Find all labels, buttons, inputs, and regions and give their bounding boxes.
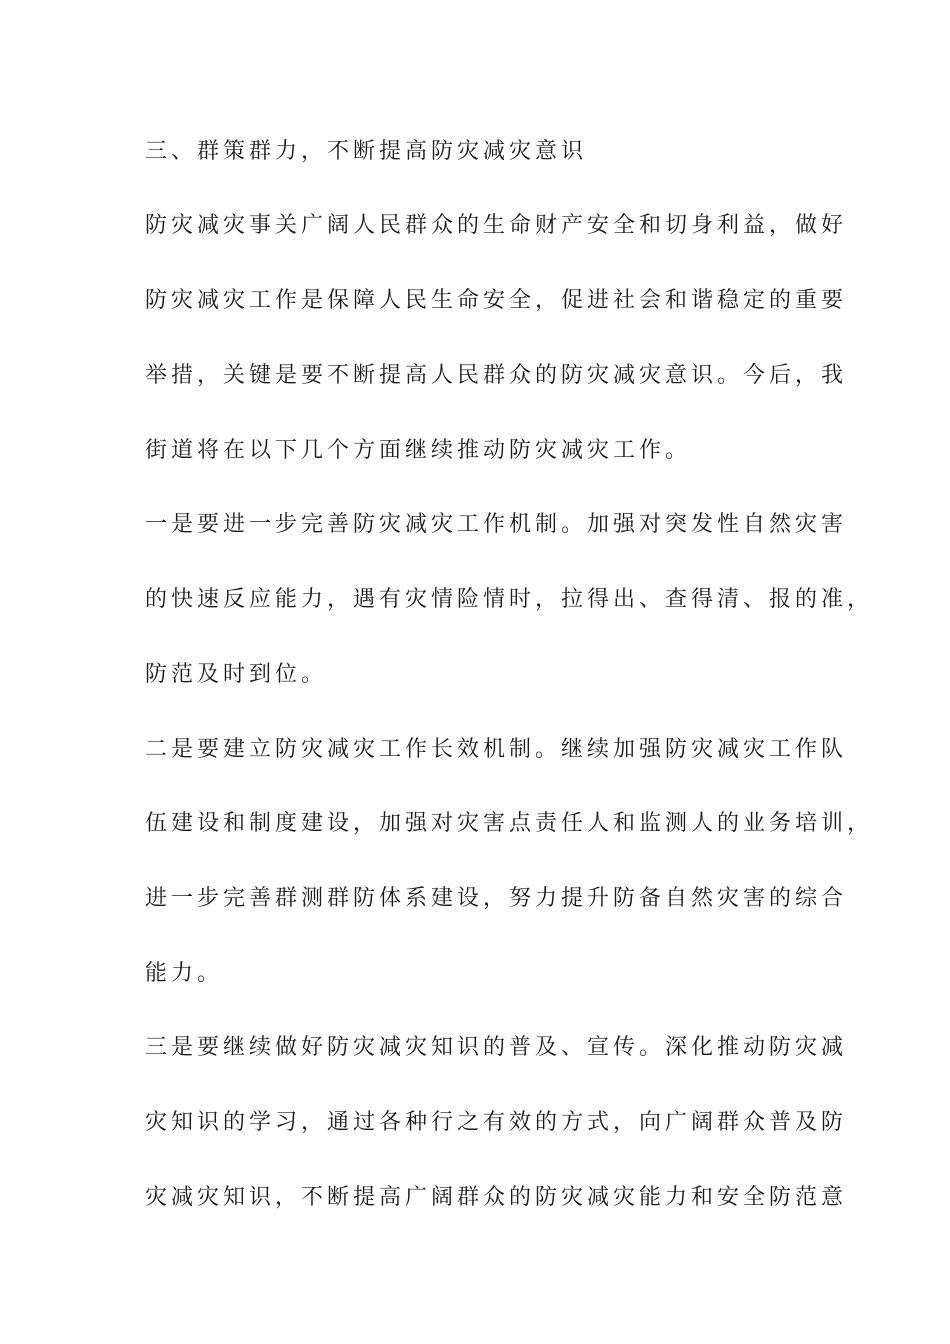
text-line: 能力。: [145, 961, 224, 986]
text-line: 防灾减灾事关广阔人民群众的生命财产安全和切身利益，做好: [145, 213, 848, 238]
text-line: 伍建设和制度建设，加强对灾害点责任人和监测人的业务培训，: [145, 811, 874, 836]
text-line: 的快速反应能力，遇有灾情险情时，拉得出、查得清、报的准，: [145, 587, 874, 612]
text-line: 街道将在以下几个方面继续推动防灾减灾工作。: [145, 438, 692, 463]
text-line: 一是要进一步完善防灾减灾工作机制。加强对突发性自然灾害: [145, 512, 848, 537]
text-line: 三是要继续做好防灾减灾知识的普及、宣传。深化推动防灾减: [145, 1035, 848, 1060]
section-heading: 三、群策群力，不断提高防灾减灾意识: [145, 139, 588, 164]
text-line: 进一步完善群测群防体系建设，努力提升防备自然灾害的综合: [145, 886, 848, 911]
text-line: 防灾减灾工作是保障人民生命安全，促进社会和谐稳定的重要: [145, 288, 848, 313]
text-line: 灾减灾知识，不断提高广阔群众的防灾减灾能力和安全防范意: [145, 1185, 848, 1210]
text-line: 二是要建立防灾减灾工作长效机制。继续加强防灾减灾工作队: [145, 737, 848, 762]
text-line: 举措，关键是要不断提高人民群众的防灾减灾意识。今后，我: [145, 363, 848, 388]
text-line: 灾知识的学习，通过各种行之有效的方式，向广阔群众普及防: [145, 1110, 848, 1135]
text-line: 防范及时到位。: [145, 662, 328, 687]
